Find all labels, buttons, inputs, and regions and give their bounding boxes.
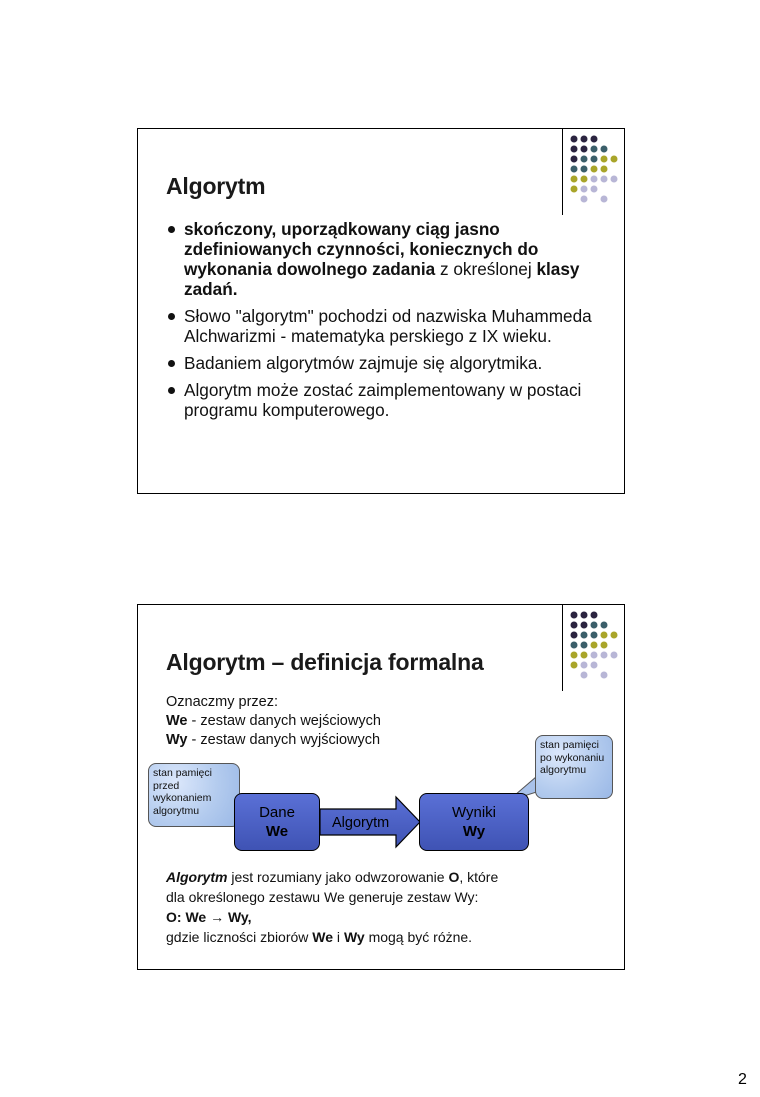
dot-grid-decoration bbox=[563, 609, 633, 687]
bullet-list bbox=[166, 219, 606, 427]
input-box-line1: Dane bbox=[259, 804, 295, 821]
definition-line: gdzie liczności zbiorów We i Wy mogą być różne. bbox=[166, 929, 473, 945]
bullet-text: Słowo "algorytm" pochodzi od nazwiska Muhammeda Alchwarizmi - matematyka perskiego z IX wieku. bbox=[184, 306, 592, 346]
bullet-bold-text: klasy zadań. bbox=[184, 259, 580, 299]
we-label: We bbox=[166, 713, 188, 729]
intro-block bbox=[166, 693, 381, 750]
slide-title: Algorytm bbox=[166, 173, 266, 199]
page-number: 2 bbox=[738, 1071, 747, 1088]
formal-definition bbox=[166, 867, 498, 947]
algorithm-arrow-label: Algorytm bbox=[332, 815, 390, 831]
bullet-item bbox=[166, 353, 606, 373]
slide-algorytm bbox=[137, 128, 625, 494]
bullet-item bbox=[166, 306, 606, 346]
bullet-item bbox=[166, 380, 606, 420]
wy-label: Wy bbox=[166, 732, 188, 748]
callout-memory-after: stan pamięci po wykonaniu algorytmu bbox=[535, 735, 613, 799]
definition-formula: O: We → Wy, bbox=[166, 909, 252, 925]
callout-memory-before: stan pamięci przed wykonaniem algorytmu bbox=[148, 763, 240, 827]
wy-description: - zestaw danych wyjściowych bbox=[187, 732, 381, 748]
wy-definition bbox=[166, 731, 381, 750]
intro-line: Oznaczmy przez: bbox=[166, 694, 278, 710]
definition-line: Algorytm jest rozumiany jako odwzorowanie O, które bbox=[166, 869, 499, 885]
bullet-text: Badaniem algorytmów zajmuje się algorytmika. bbox=[184, 353, 543, 373]
bullet-bold-text: skończony, uporządkowany ciąg jasno zdefiniowanych czynności, koniecznych do wykonania dowolnego zadania bbox=[184, 219, 539, 279]
mapping-symbol: O bbox=[448, 869, 460, 885]
output-results-box bbox=[419, 793, 529, 851]
slide-title: Algorytm – definicja formalna bbox=[166, 649, 484, 675]
slide-definicja-formalna bbox=[137, 604, 625, 970]
bullet-text: Algorytm może zostać zaimplementowany w postaci programu komputerowego. bbox=[184, 380, 582, 420]
we-definition bbox=[166, 712, 381, 731]
dot-grid-decoration bbox=[563, 133, 633, 211]
we-description: - zestaw danych wejściowych bbox=[187, 713, 381, 729]
output-box-line2: Wy bbox=[462, 823, 486, 840]
input-box-line2: We bbox=[265, 823, 289, 840]
bullet-text: z określonej bbox=[435, 259, 537, 279]
output-box-line1: Wyniki bbox=[451, 804, 497, 821]
definition-line: dla określonego zestawu We generuje zestaw Wy: bbox=[166, 889, 479, 905]
input-data-box bbox=[234, 793, 320, 851]
definition-term: Algorytm bbox=[166, 869, 228, 885]
bullet-item bbox=[166, 219, 606, 299]
